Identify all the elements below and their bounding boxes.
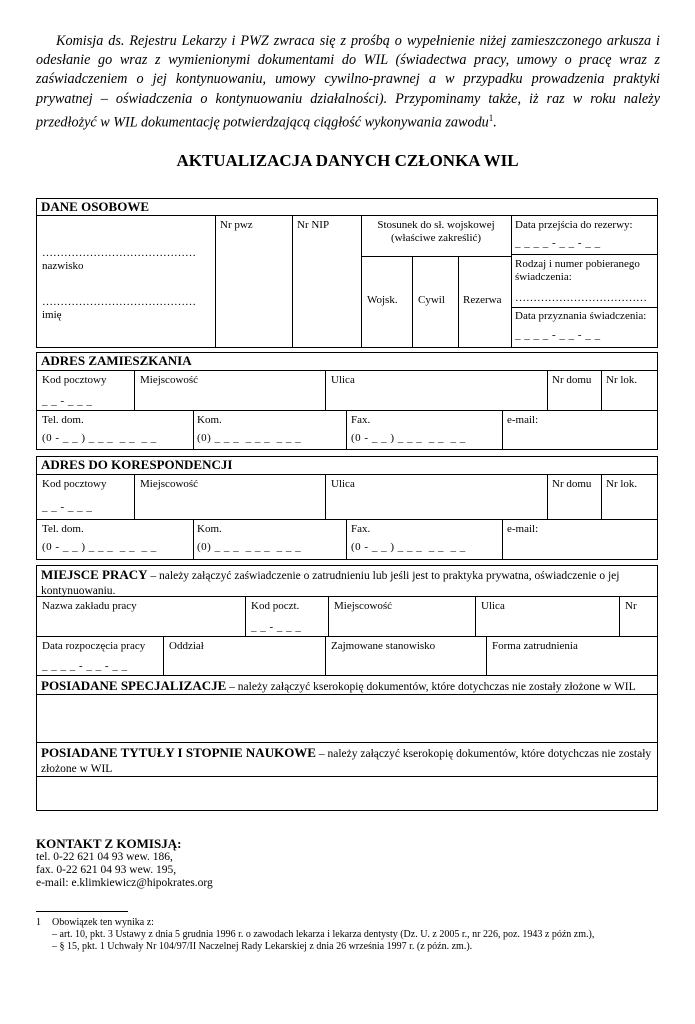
imie-dots: ……………………………………: [42, 296, 196, 308]
nr-nip-field[interactable]: Nr NIP: [297, 219, 330, 231]
mp-stanowisko-field[interactable]: Zajmowane stanowisko: [331, 640, 436, 652]
tytuly-field[interactable]: [37, 777, 657, 809]
kontakt-fax: fax. 0-22 621 04 93 wew. 195,: [36, 864, 177, 876]
tytuly-header: POSIADANE TYTUŁY I STOPNIE NAUKOWE: [41, 745, 316, 760]
az-tel-field[interactable]: (0 - _ _ ) _ _ _ _ _ _ _: [42, 432, 157, 444]
ak-nr-domu-field[interactable]: Nr domu: [552, 478, 592, 490]
nr-pwz-field[interactable]: Nr pwz: [220, 219, 253, 231]
ak-miejscowosc-field[interactable]: Miejscowość: [140, 478, 199, 490]
footnote-intro: Obowiązek ten wynika z:: [52, 917, 154, 928]
stosunek-label: [361, 219, 511, 245]
footnote-item-1: – art. 10, pkt. 3 Ustawy z dnia 5 grudnia 1996 r. o zawodach lekarza i lekarza dentysty (Dz. U. z 2005 r., nr 226, poz. 1943 z późn zm.),: [52, 929, 595, 940]
kontakt-email[interactable]: e-mail: e.klimkiewicz@hipokrates.org: [36, 877, 213, 889]
data-przejscia-label: Data przejścia do rezerwy:: [515, 219, 633, 231]
az-kom-label: Kom.: [197, 414, 222, 426]
nazwisko-field[interactable]: nazwisko: [42, 260, 84, 272]
kontakt-header: KONTAKT Z KOMISJĄ:: [36, 836, 182, 851]
az-fax-field[interactable]: (0 - _ _ ) _ _ _ _ _ _ _: [351, 432, 466, 444]
miejsce-pracy-header: MIEJSCE PRACY: [41, 567, 148, 582]
adres-zamieszkania-header: ADRES ZAMIESZKANIA: [41, 353, 192, 368]
dane-osobowe-header: DANE OSOBOWE: [41, 199, 149, 214]
form-title: AKTUALIZACJA DANYCH CZŁONKA WIL: [176, 151, 519, 170]
az-ulica-field[interactable]: Ulica: [331, 374, 355, 386]
footnote-separator: [36, 911, 128, 912]
data-przyznania-label: Data przyznania świadczenia:: [515, 310, 647, 322]
ak-email-field[interactable]: e-mail:: [507, 523, 539, 535]
mp-data-rozp-label: Data rozpoczęcia pracy: [42, 640, 146, 652]
ak-fax-label: Fax.: [351, 523, 371, 535]
ak-kod-field[interactable]: _ _ - _ _ _: [42, 501, 93, 513]
adres-korespondencji-header: ADRES DO KORESPONDENCJI: [41, 457, 233, 472]
mp-forma-field[interactable]: Forma zatrudnienia: [492, 640, 578, 652]
az-kom-field[interactable]: (0) _ _ _ _ _ _ _ _ _: [197, 432, 302, 444]
mp-data-rozp-field[interactable]: _ _ _ _ - _ _ - _ _: [42, 660, 128, 672]
specjalizacje-header-block: [41, 678, 653, 694]
intro-text: Komisja ds. Rejestru Lekarzy i PWZ zwraca się z prośbą o wypełnienie niżej zamieszczonego arkusza i odesłanie go wraz z wymienionymi dokumentami do WIL (świadectwa pracy, umowy o pracę wraz z zaświadczeniem o jej kontynuowaniu, umowy cywilno-prawnej a w przypadku prowadzenia praktyki prywatnej – oświadczenia o kontynuowaniu działalności). Przypominamy także, iż raz w roku należy przedłożyć w WIL dokumentację potwierdzającą ciągłość wykonywania zawodu: [36, 33, 660, 131]
mp-kod-field[interactable]: _ _ - _ _ _: [251, 621, 302, 633]
az-kod-label: Kod pocztowy: [42, 374, 107, 386]
mp-miejscowosc-field[interactable]: Miejscowość: [334, 600, 393, 612]
footnote-ref: 1: [488, 112, 494, 123]
intro-paragraph: Komisja ds. Rejestru Lekarzy i PWZ zwraca się z prośbą o wypełnienie niżej zamieszczonego arkusza i odesłanie go wraz z wymienionymi dokumentami do WIL (świadectwa pracy, umowy o pracę wraz z zaświadczeniem o jej kontynuowaniu, umowy cywilno-prawnej a w przypadku prowadzenia praktyki prywatnej – oświadczenia o kontynuowaniu działalności). Przypominamy także, iż raz w roku należy przedłożyć w WIL dokumentację potwierdzającą ciągłość wykonywania zawodu$^1$.: [36, 33, 660, 131]
ak-kod-label: Kod pocztowy: [42, 478, 107, 490]
specjalizacje-note: – należy załączyć kserokopię dokumentów, które dotychczas nie zostały złożone w WIL: [226, 681, 636, 693]
footnote-number: 1: [36, 917, 41, 928]
az-email-field[interactable]: e-mail:: [507, 414, 539, 426]
ak-kom-field[interactable]: (0) _ _ _ _ _ _ _ _ _: [197, 541, 302, 553]
miejsce-pracy-note: – należy załączyć zaświadczenie o zatrudnieniu lub jeśli jest to praktyka prywatna, oświadczenie o jej kontynuowaniu.: [41, 570, 620, 597]
specjalizacje-header: POSIADANE SPECJALIZACJE: [41, 678, 227, 693]
az-fax-label: Fax.: [351, 414, 371, 426]
stosunek-note: (właściwe zakreślić): [390, 232, 482, 244]
az-nr-lok-field[interactable]: Nr lok.: [606, 374, 638, 386]
specjalizacje-field[interactable]: [37, 695, 657, 741]
kontakt-tel: tel. 0-22 621 04 93 wew. 186,: [36, 851, 173, 863]
mp-oddzial-field[interactable]: Oddział: [169, 640, 204, 652]
wojsk-option[interactable]: Wojsk.: [367, 294, 398, 306]
ak-ulica-field[interactable]: Ulica: [331, 478, 355, 490]
az-nr-domu-field[interactable]: Nr domu: [552, 374, 592, 386]
mp-kod-label: Kod poczt.: [251, 600, 300, 612]
mp-nr-field[interactable]: Nr: [625, 600, 637, 612]
ak-tel-label: Tel. dom.: [42, 523, 84, 535]
swiadczenie-field[interactable]: ………………………………: [515, 292, 647, 304]
ak-nr-lok-field[interactable]: Nr lok.: [606, 478, 638, 490]
data-przyznania-field[interactable]: _ _ _ _ - _ _ - _ _: [515, 329, 601, 341]
ak-tel-field[interactable]: (0 - _ _ ) _ _ _ _ _ _ _: [42, 541, 157, 553]
rezerwa-option[interactable]: Rezerwa: [463, 294, 502, 306]
az-miejscowosc-field[interactable]: Miejscowość: [140, 374, 199, 386]
imie-field[interactable]: imię: [42, 309, 62, 321]
stosunek-title: Stosunek do sł. wojskowej: [377, 219, 495, 231]
footnote-item-2: – § 15, pkt. 1 Uchwały Nr 104/97/II Naczelnej Rady Lekarskiej z dnia 26 września 1997 r. (z późn. zm.).: [52, 941, 473, 952]
tytuly-header-block: [41, 745, 653, 777]
data-przejscia-field[interactable]: _ _ _ _ - _ _ - _ _: [515, 237, 601, 249]
cywil-option[interactable]: Cywil: [418, 294, 445, 306]
az-tel-label: Tel. dom.: [42, 414, 84, 426]
nazwisko-dots: ……………………………………: [42, 247, 196, 259]
miejsce-pracy-header-block: [41, 567, 653, 599]
mp-ulica-field[interactable]: Ulica: [481, 600, 505, 612]
tytuly-note: – należy załączyć kserokopię dokumentów, które dotychczas nie zostały złożone w WIL: [41, 748, 652, 775]
rodzaj-swiadczenia-label: Rodzaj i numer pobieranego świadczenia:: [515, 258, 640, 283]
az-kod-field[interactable]: _ _ - _ _ _: [42, 395, 93, 407]
ak-kom-label: Kom.: [197, 523, 222, 535]
mp-nazwa-field[interactable]: Nazwa zakładu pracy: [42, 600, 137, 612]
ak-fax-field[interactable]: (0 - _ _ ) _ _ _ _ _ _ _: [351, 541, 466, 553]
